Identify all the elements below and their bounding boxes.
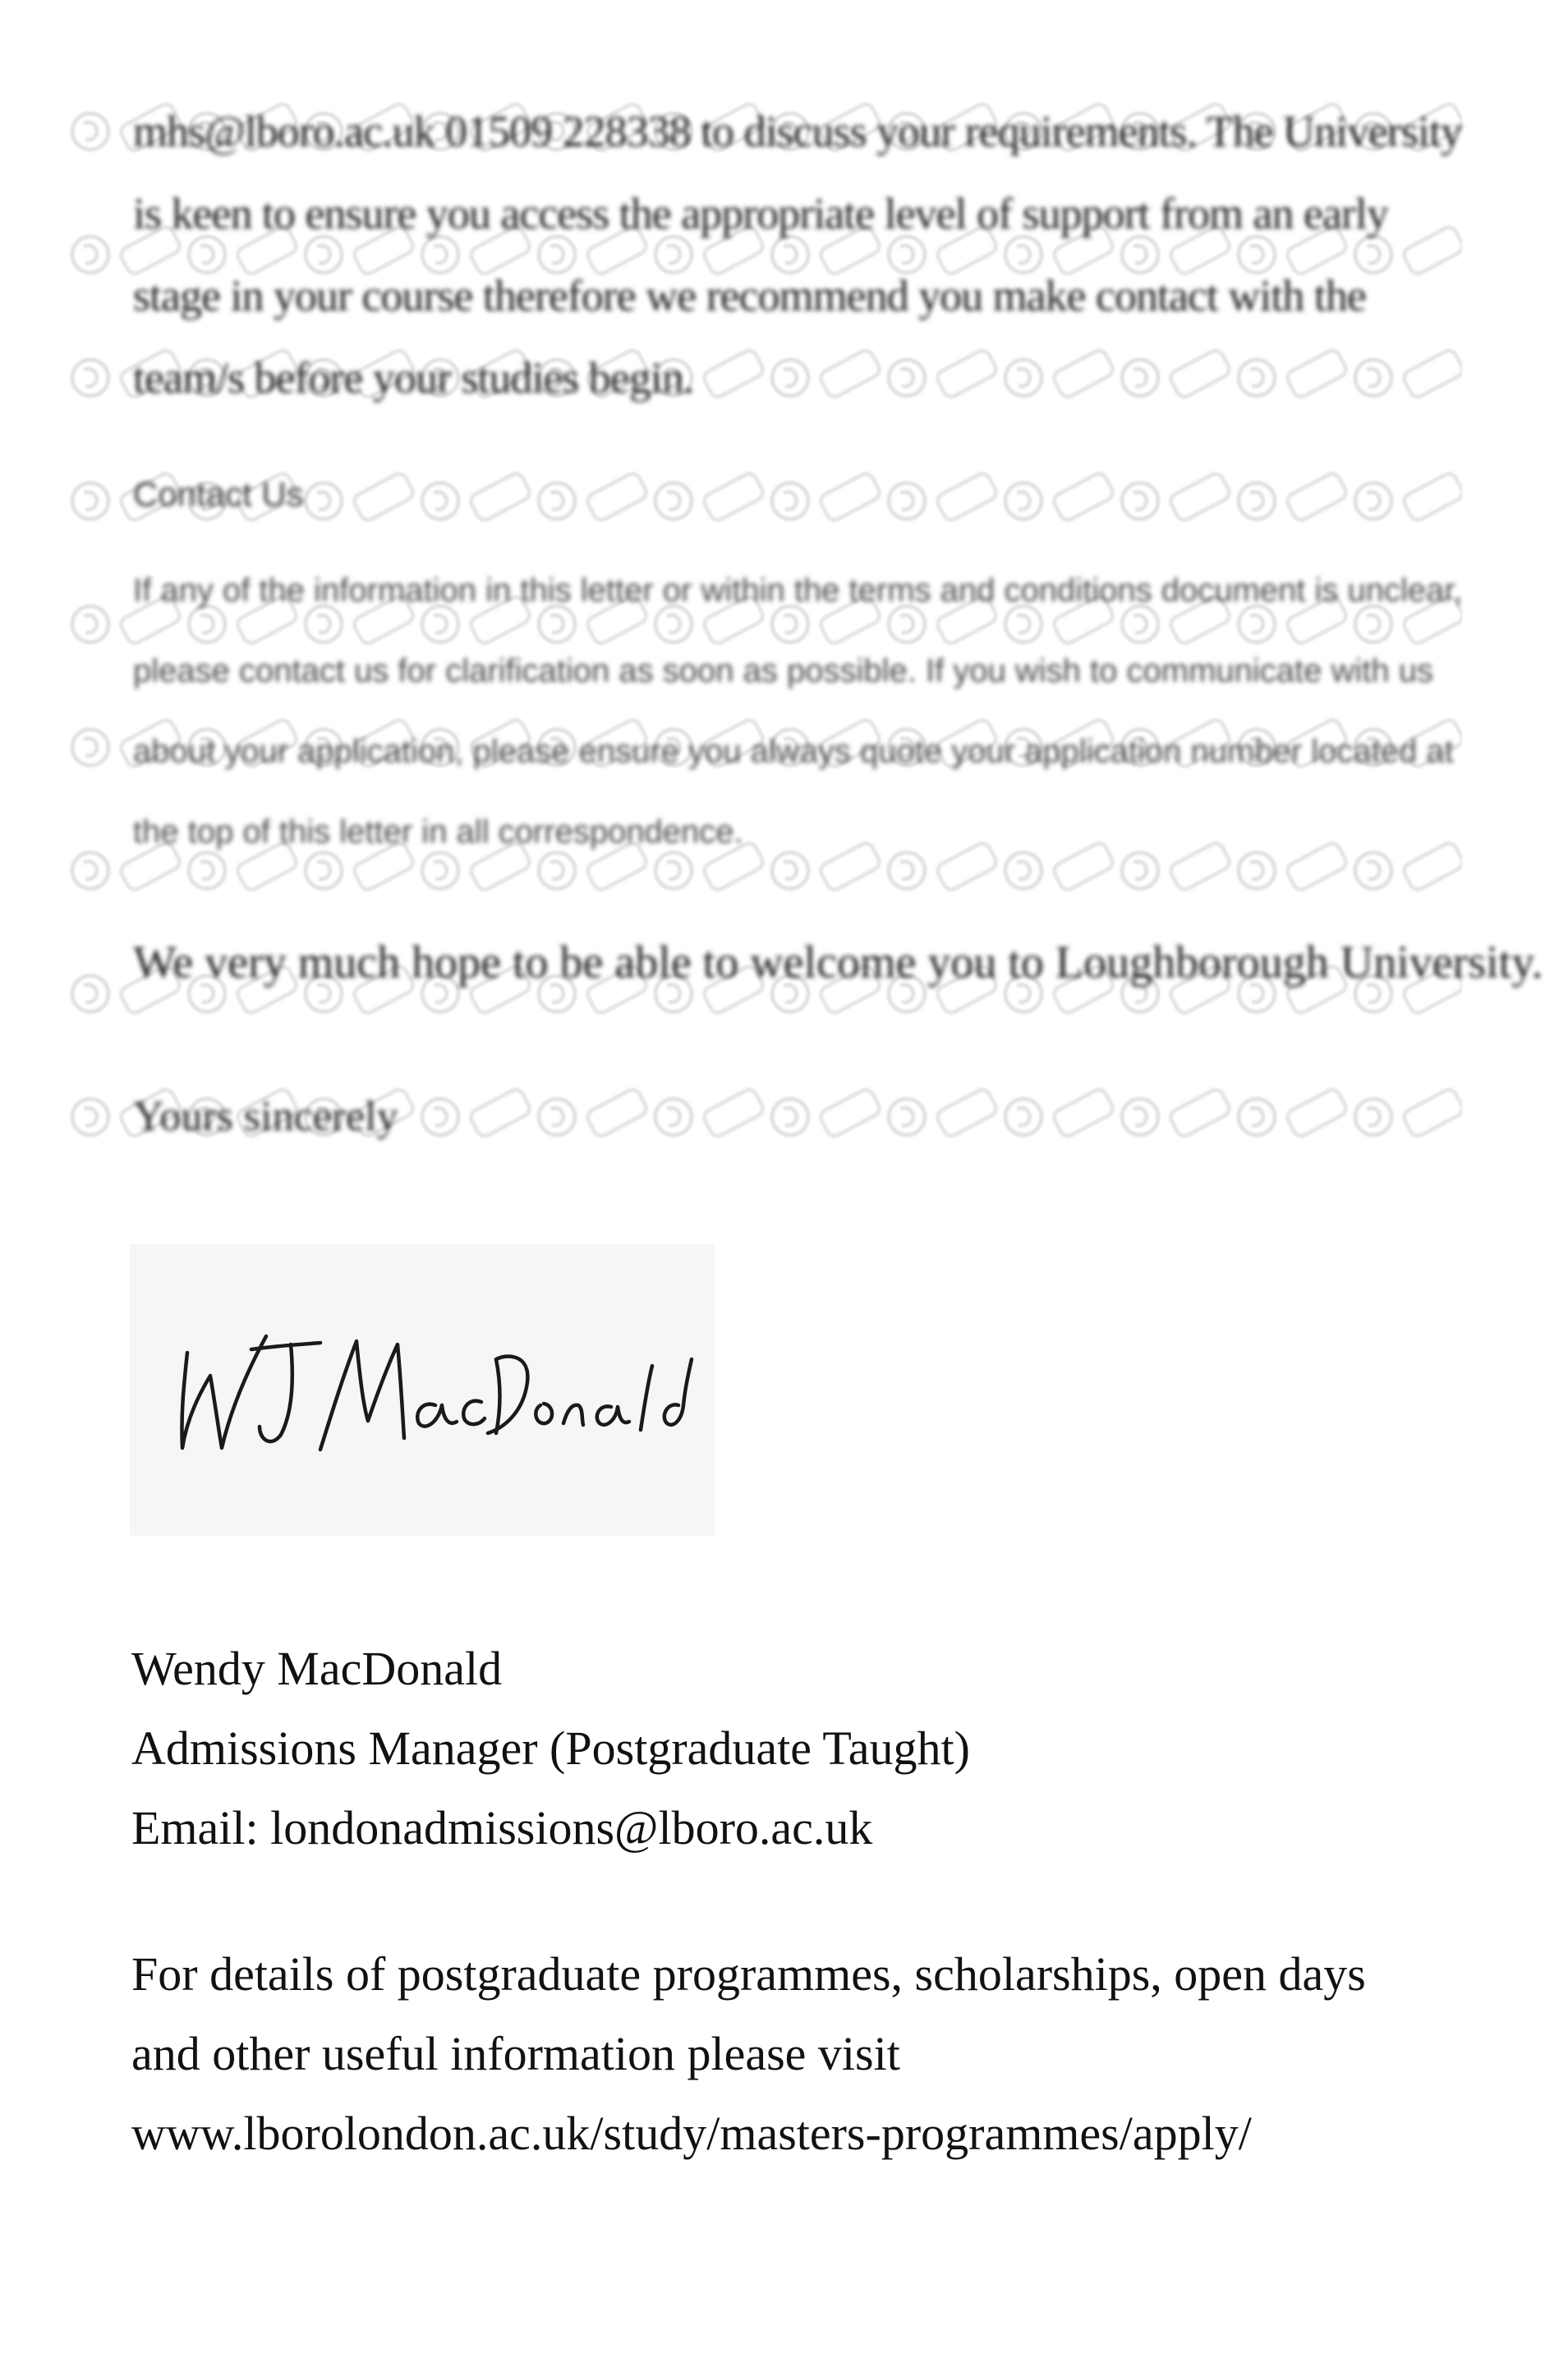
closing-line: Yours sincerely [133,1093,398,1140]
handwritten-signature [130,1244,715,1536]
signatory-email[interactable]: Email: londonadmissions@lboro.ac.uk [131,1801,873,1854]
footer-note: For details of postgraduate programmes, scholarships, open days and other useful information please visit www.lborolondon.ac.uk/study/masters-programmes/apply/ [131,1947,1366,2160]
signatory-block [131,1629,970,1868]
signatory-name: Wendy MacDonald [131,1642,503,1695]
signatory-title: Admissions Manager (Postgraduate Taught) [131,1721,970,1775]
contact-heading: Contact Us [133,475,304,513]
contact-paragraph: If any of the information in this letter or within the terms and conditions document is unclear, please contact us for clarification as soon as possible. If you wish to communicate with us about your application, please ensure you always quote your application number located at the top of this letter in all correspondence. [133,572,1463,850]
scan-paragraph: mhs@lboro.ac.uk 01509 228338 to discuss your requirements. The University is keen to ensure you access the appropriate level of support from an early stage in your course therefore we recommend you make contact with the team/s before your studies begin. [133,107,1463,402]
hope-line: We very much hope to be able to welcome you to Loughborough University. [133,937,1543,988]
scanned-letter-section [0,0,1568,1166]
